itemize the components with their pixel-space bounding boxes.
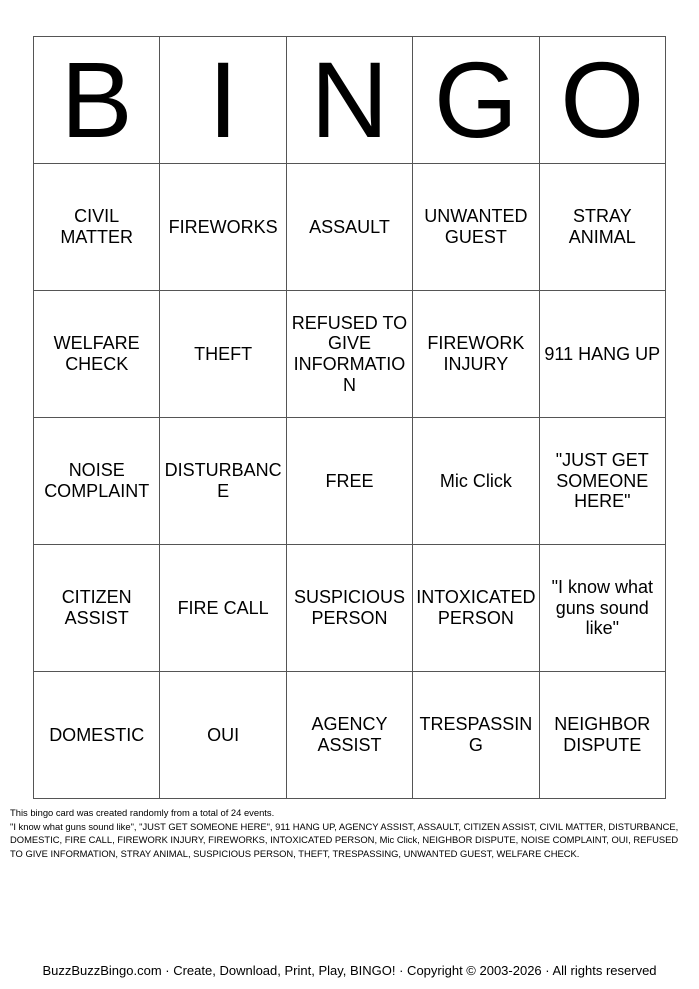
header-letter-g: G: [413, 37, 539, 164]
bingo-cell: 911 HANG UP: [539, 291, 665, 418]
bingo-free-cell: FREE: [286, 418, 412, 545]
bingo-cell: FIREWORK INJURY: [413, 291, 539, 418]
bingo-cell: NEIGHBOR DISPUTE: [539, 672, 665, 799]
bingo-cell: Mic Click: [413, 418, 539, 545]
bingo-cell: CITIZEN ASSIST: [34, 545, 160, 672]
header-letter-o: O: [539, 37, 665, 164]
bingo-cell: FIREWORKS: [160, 164, 286, 291]
bingo-cell: STRAY ANIMAL: [539, 164, 665, 291]
header-letter-n: N: [286, 37, 412, 164]
bingo-cell: CIVIL MATTER: [34, 164, 160, 291]
bingo-cell: WELFARE CHECK: [34, 291, 160, 418]
card-info: [10, 806, 690, 860]
bingo-card: [33, 36, 666, 799]
bingo-cell: DOMESTIC: [34, 672, 160, 799]
bingo-cell: AGENCY ASSIST: [286, 672, 412, 799]
bingo-cell: "JUST GET SOMEONE HERE": [539, 418, 665, 545]
bingo-cell: SUSPICIOUS PERSON: [286, 545, 412, 672]
bingo-row-1: [34, 164, 666, 291]
bingo-cell: OUI: [160, 672, 286, 799]
bingo-row-2: [34, 291, 666, 418]
bingo-row-4: [34, 545, 666, 672]
header-letter-b: B: [34, 37, 160, 164]
bingo-header-row: [34, 37, 666, 164]
bingo-cell: REFUSED TO GIVE INFORMATION: [286, 291, 412, 418]
bingo-cell: NOISE COMPLAINT: [34, 418, 160, 545]
bingo-row-5: [34, 672, 666, 799]
bingo-cell: THEFT: [160, 291, 286, 418]
bingo-row-3: [34, 418, 666, 545]
bingo-cell: FIRE CALL: [160, 545, 286, 672]
footer-text: BuzzBuzzBingo.com · Create, Download, Print, Play, BINGO! · Copyright © 2003-2026 · All rights reserved: [42, 963, 657, 978]
event-list: "I know what guns sound like", "JUST GET SOMEONE HERE", 911 HANG UP, AGENCY ASSIST, ASSAULT, CITIZEN ASSIST, CIVIL MATTER, DISTURBANCE, DOMESTIC, FIRE CALL, FIREWORK INJURY, FIREWORKS, INTOXICATED PERSON, Mic Click, NEIGHBOR DISPUTE, NOISE COMPLAINT, OUI, REFUSED TO GIVE INFORMATION, STRAY ANIMAL, SUSPICIOUS PERSON, THEFT, TRESPASSING, UNWANTED GUEST, WELFARE CHECK.: [10, 820, 679, 859]
created-note: This bingo card was created randomly from a total of 24 events.: [10, 807, 275, 818]
header-letter-i: I: [160, 37, 286, 164]
bingo-cell: TRESPASSING: [413, 672, 539, 799]
bingo-cell: "I know what guns sound like": [539, 545, 665, 672]
bingo-cell: INTOXICATED PERSON: [413, 545, 539, 672]
bingo-cell: ASSAULT: [286, 164, 412, 291]
bingo-cell: UNWANTED GUEST: [413, 164, 539, 291]
bingo-cell: DISTURBANCE: [160, 418, 286, 545]
